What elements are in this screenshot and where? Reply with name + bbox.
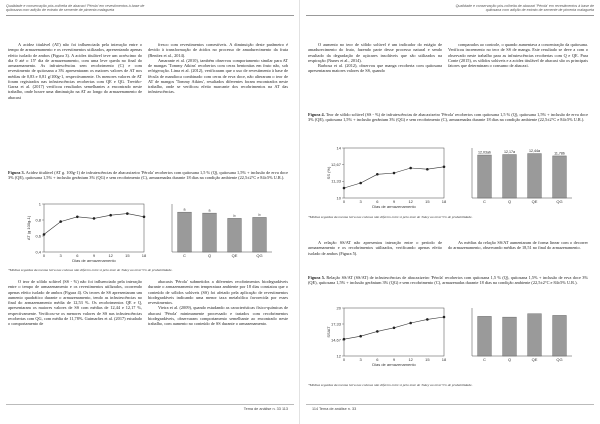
data-point — [59, 220, 62, 223]
bar-value-label: 11,78b — [554, 151, 565, 156]
paragraph: O teor de sólido solúvel (SS - %) não foi influenciado pela interação entre o tempo de armazenamento e os revestimentos utilizados, ocorrendo apenas efeito isolado de ambos (Figura 4). Os teores de SS apresentaram um aumento quadrático durante o armazenamento, tendo as infrutescências no final do armazenamento média de 12,53 %. Os recobrimentos QE e Q, apresentaram os maiores valores de SS com médias de 12,44 e 12,17 %, respectivamente. Verificou-se os menores valores de SS nas infrutescências recobertas com QG, com média de 11,78%. Guimarães et al. (2017) estudado o comportamento de — [8, 279, 142, 326]
data-point — [409, 167, 412, 170]
x-tick-label: 6 — [76, 253, 79, 258]
right-foot-rule — [306, 404, 594, 405]
fig3-note: *Médias seguidas da mesma letra nas colunas não diferem entre si pelo teste de Tukey ao nível 5% de probabilidade. — [8, 268, 173, 272]
bar-category-label: C — [483, 199, 486, 204]
x-tick-label: 3 — [359, 199, 362, 204]
bar-category-label: QG — [556, 199, 563, 204]
fig4-caption-block — [308, 112, 588, 138]
x-tick-label: 0 — [342, 199, 346, 204]
bar-category-label: QG — [556, 357, 563, 362]
paragraph: Vieira et al. (2009), quando estudando as características físico-químicas de abacaxi 'Pérola' minimamente processado e tratados com recobrimentos biodegradáveis, observaram comportamento semelhante ao encontrado neste trabalho, com aumento no conteúdo de SS durante o armazenamento. — [148, 305, 288, 326]
fig5-caption-text: Relação SS/AT (SS/AT) de infrutescências de abacaxizeiro 'Pérola' recobertos com quitosana 1,5 % (Q), quitosana 1,5% + inclusão de erva doce 3% (QE), quitosana 1,5% + inclusão gerânium 3% (QG) e sem recobrimento (C), armazenadas durante 18 dias na condição ambiente (22,5±2°C e 84±5% U.R.). — [308, 275, 588, 286]
trend-line — [44, 214, 144, 235]
right-col1-top — [308, 42, 442, 104]
right-col2-top — [448, 42, 588, 104]
bar-category-label: QE — [231, 253, 238, 258]
data-point — [376, 330, 379, 333]
data-point — [359, 182, 362, 185]
fig5-caption — [308, 275, 588, 286]
x-tick-label: 3 — [59, 253, 62, 258]
figure-4 — [322, 142, 582, 214]
figure-4-svg — [322, 142, 582, 214]
data-point — [409, 322, 412, 325]
y-axis-label: SS (%) — [326, 166, 331, 180]
x-tick-label: 18 — [441, 357, 447, 362]
bar — [553, 315, 567, 356]
x-tick-label: 15 — [425, 199, 430, 204]
y-tick-label: 14 — [336, 145, 341, 151]
bar-category-label: QE — [531, 199, 538, 204]
fig3-caption — [8, 170, 288, 181]
fig4-label: Figura 4. — [308, 112, 325, 117]
data-point — [443, 165, 446, 168]
fig5-label: Figura 5. — [308, 275, 326, 280]
data-point — [426, 318, 429, 321]
bar — [478, 316, 492, 356]
data-point — [376, 173, 379, 176]
data-point — [143, 216, 146, 219]
bar-value-label: b — [233, 213, 236, 218]
bar-value-label: b — [258, 212, 261, 217]
figure-3-svg — [22, 200, 282, 268]
y-axis-label: AT (g 100g-1) — [26, 215, 31, 241]
left-col2-top — [148, 42, 288, 146]
paragraph: A relação SS/AT não apresentou interação entre o período de armazenamento e os recobrimentos utilizados, verificando apenas efeito isolado de ambos (Figura 5). — [308, 240, 442, 256]
bar-category-label: Q — [507, 357, 512, 362]
data-point — [93, 217, 96, 220]
data-point — [393, 172, 396, 175]
bar-category-label: QE — [531, 357, 538, 362]
bar-value-label: a — [208, 208, 211, 213]
x-tick-label: 6 — [376, 357, 379, 362]
y-tick-label: 10 — [336, 195, 341, 201]
right-page — [300, 0, 600, 424]
bar-value-label: 12,17a — [504, 150, 515, 155]
x-tick-label: 9 — [392, 199, 396, 204]
bar — [478, 155, 492, 198]
bar — [178, 212, 192, 252]
fig3-caption-text: Acidez titulável (AT g. 100g-1) de infrutescências de abacaxizeiro 'Pérola' recobertos com quitosana 1,5 % (Q), quitosana 1,5% + inclusão de erva doce 3% (QE), quitosana 1,5% + inclusão gerânium 3% (QG) e sem recobrimento (C), armazenadas durante 18 dias na condição ambiente (22,5±2°C e 84±5% U.R.). — [8, 170, 288, 181]
x-tick-label: 12 — [408, 199, 413, 204]
fig4-caption — [308, 112, 588, 123]
plot-frame — [44, 204, 144, 252]
x-tick-label: 0 — [42, 253, 46, 258]
bar-value-label: 12,44a — [529, 149, 540, 154]
y-tick-label: 0,6 — [35, 233, 41, 239]
left-col1-bottom — [8, 279, 142, 403]
data-point — [359, 335, 362, 338]
right-folio: 114 Tema de análise n. 33 — [312, 407, 357, 411]
paragraph: Amarante et al. (2010), também observou comportamento similar para AT de mangas 'Tommy Atkins' recobertos com ceras bentonitas em fruto não, sob refrigeração. Lima et al. (2012), verificaram que o uso de revestimento à base de fécula de mandioca combinado com ceras de erva doce, não alteraram o teor de AT de mangos 'Tommy Atkins', resultados diferentes foram encontrados neste trabalho, onde se verificou efeito marcante dos recobrimentos na AT das infrutescências. — [148, 57, 288, 95]
data-point — [343, 187, 346, 190]
x-axis-label: Dias de armazenamento — [372, 204, 416, 209]
paragraph: comparados ao controle, o quando aumentava a concentração da quitosana. Verificou incremento no teor de SS de manga. Este resultado se deve a com o observado neste trabalho para as infrutescências recobertas com Q e QE. Para Conte (2015), os sólidos solúveis e a acidez titulável de abacaxi são os principais fatores que determinam o consumo de abacaxi. — [448, 42, 588, 68]
data-point — [343, 338, 346, 341]
y-tick-label: 17,33 — [330, 321, 341, 327]
right-col1-bottom — [308, 240, 442, 270]
x-axis-label: Dias de armazenamento — [72, 258, 116, 263]
data-point — [443, 316, 446, 319]
bar-category-label: C — [483, 357, 486, 362]
x-tick-label: 12 — [108, 253, 113, 258]
x-tick-label: 9 — [392, 357, 396, 362]
bar-category-label: Q — [507, 199, 512, 204]
y-tick-label: 12,67 — [330, 161, 341, 167]
left-foot-rule — [6, 404, 294, 405]
bar-category-label: C — [183, 253, 186, 258]
right-head-rule — [306, 15, 594, 16]
bar — [503, 155, 517, 198]
data-point — [43, 233, 46, 236]
bar-value-label: a — [183, 207, 186, 212]
x-tick-label: 18 — [441, 199, 447, 204]
data-point — [393, 327, 396, 330]
bar — [203, 213, 217, 252]
bar — [528, 314, 542, 356]
paragraph: As médias da relação SS/AT aumentaram de forma linear com o decorrer do armazenamento, observando médias de 18,51 no final do armazenamento. — [448, 240, 588, 251]
y-tick-label: 0,4 — [35, 249, 41, 255]
y-tick-label: 11,33 — [331, 178, 341, 184]
y-tick-label: 14,67 — [330, 337, 341, 343]
bar — [553, 156, 567, 198]
x-tick-label: 15 — [425, 357, 430, 362]
x-tick-label: 0 — [342, 357, 346, 362]
fig5-caption-block — [308, 275, 588, 301]
data-point — [126, 212, 129, 215]
left-running-head: Qualidade e conservação pós-colheita de abacaxi 'Pérola' em revestimentos à base de quitosana com adição de extrato de semente de pimenta malagueta — [6, 4, 145, 13]
paragraph: O aumento no teor de sólido solúvel é um indicador do estágio de amadurecimento do fruto, fazendo parte desse processo natural e sendo resultado da degradação de açúcares insolúveis que são utilizados na respiração (Nunes et al., 2014). — [308, 42, 442, 63]
x-tick-label: 6 — [376, 199, 379, 204]
bar — [528, 154, 542, 198]
right-running-head: Qualidade e conservação pós-colheita de abacaxi 'Pérola' em revestimentos à base de quitosana com adição de extrato de semente de pimenta malagueta — [455, 4, 594, 13]
y-tick-label: 12 — [336, 353, 341, 359]
x-tick-label: 3 — [359, 357, 362, 362]
fig5-note: *Médias seguidas da mesma letra nas colunas não diferem entre si pelo teste de Tukey ao nível 5% de probabilidade. — [308, 383, 473, 387]
left-folio: Tema de análise n. 33 113 — [243, 407, 288, 411]
fig4-caption-text: Teor de sólido solúvel (SS - %) de infrutescências de abacaxizeiro 'Pérola' recobertos com quitosana 1,5 % (Q), quitosana 1,5% + inclusão de erva doce 3% (QE), quitosana 1,5% + inclusão gerânium 3% (QG) e sem recobrimento (C), armazenadas durante 18 dias na condição ambiente (22,5±2°C e 84±5% U.R.). — [308, 112, 588, 123]
bar — [503, 317, 517, 356]
fig4-note: *Médias seguidas da mesma letra nas colunas não diferem entre si pelo teste de Tukey ao nível 5% de probabilidade. — [308, 215, 473, 219]
trend-line — [344, 167, 444, 188]
y-tick-label: 1 — [38, 201, 41, 207]
left-col1-top — [8, 42, 142, 146]
x-tick-label: 18 — [141, 253, 147, 258]
figure-3 — [22, 200, 282, 268]
x-tick-label: 12 — [408, 357, 413, 362]
bar-category-label: QG — [256, 253, 263, 258]
left-head-rule — [6, 15, 294, 16]
bar-category-label: Q — [207, 253, 212, 258]
bar — [228, 218, 242, 252]
x-tick-label: 15 — [125, 253, 130, 258]
bar — [253, 217, 267, 252]
y-tick-label: 0,8 — [35, 217, 41, 223]
paragraph: abacaxis 'Pérola' submetidos a diferentes recobrimentos biodegradáveis durante o armazenamento em temperatura ambiente por 18 dias constatou que o conteúdo de sólidos solúveis (SS) foi afetado pela aplicação de revestimentos biodegradáveis indicando uma menor taxa metabólica favorecida por esses revestimentos. — [148, 279, 288, 305]
bar-value-label: 12,03ab — [478, 150, 491, 155]
paragraph: A acidez titulável (AT) não foi influenciada pela interação entre o tempo de armazenamento e os revestimentos utilizados, apresentando apenas efeito isolado de ambos (Figura 3). A acidez titulável teve um acréscimo do dia 0 até o 15º dia de armazenamento, com uma leve queda no final do armazenamento. As infrutescências sem recobrimento (C) e com revestimento de quitosana a 3% apresentaram os maiores valores de AT nos médias de 0,83 e 0,81 g/100g-1, respectivamente. Os menores valores de AT foram registrados nas infrutescências recobertas com QE e QG. Treviño-Garza et al. (2017) verificou resultados semelhantes a encontrado neste trabalho, onde houve uma diminuição na AT ao longo do armazenamento de abacaxi — [8, 42, 142, 100]
left-col2-bottom — [148, 279, 288, 403]
figure-5 — [322, 304, 582, 372]
fig3-caption-block — [8, 170, 288, 198]
data-point — [109, 214, 112, 217]
data-point — [426, 168, 429, 171]
paragraph: Barbosa et al. (2012), observou que manga recoberta com quitosana apresentaram maiores valores de SS, quando — [308, 63, 442, 74]
fig3-label: Figura 3. — [8, 170, 25, 175]
right-col2-bottom — [448, 240, 588, 270]
y-tick-label: 20 — [336, 305, 341, 311]
paragraph: fresco com revestimentos comestíveis. A diminuição deste parâmetro é devido à transformação de ácidos no processo de amadurecimento da fruta (Benítez et al., 2014). — [148, 42, 288, 58]
figure-5-svg — [322, 304, 582, 372]
data-point — [76, 216, 79, 219]
x-axis-label: Dias de armazenamento — [372, 362, 416, 367]
plot-frame — [344, 308, 444, 356]
y-axis-label: SS/AT — [326, 326, 331, 338]
x-tick-label: 9 — [92, 253, 96, 258]
